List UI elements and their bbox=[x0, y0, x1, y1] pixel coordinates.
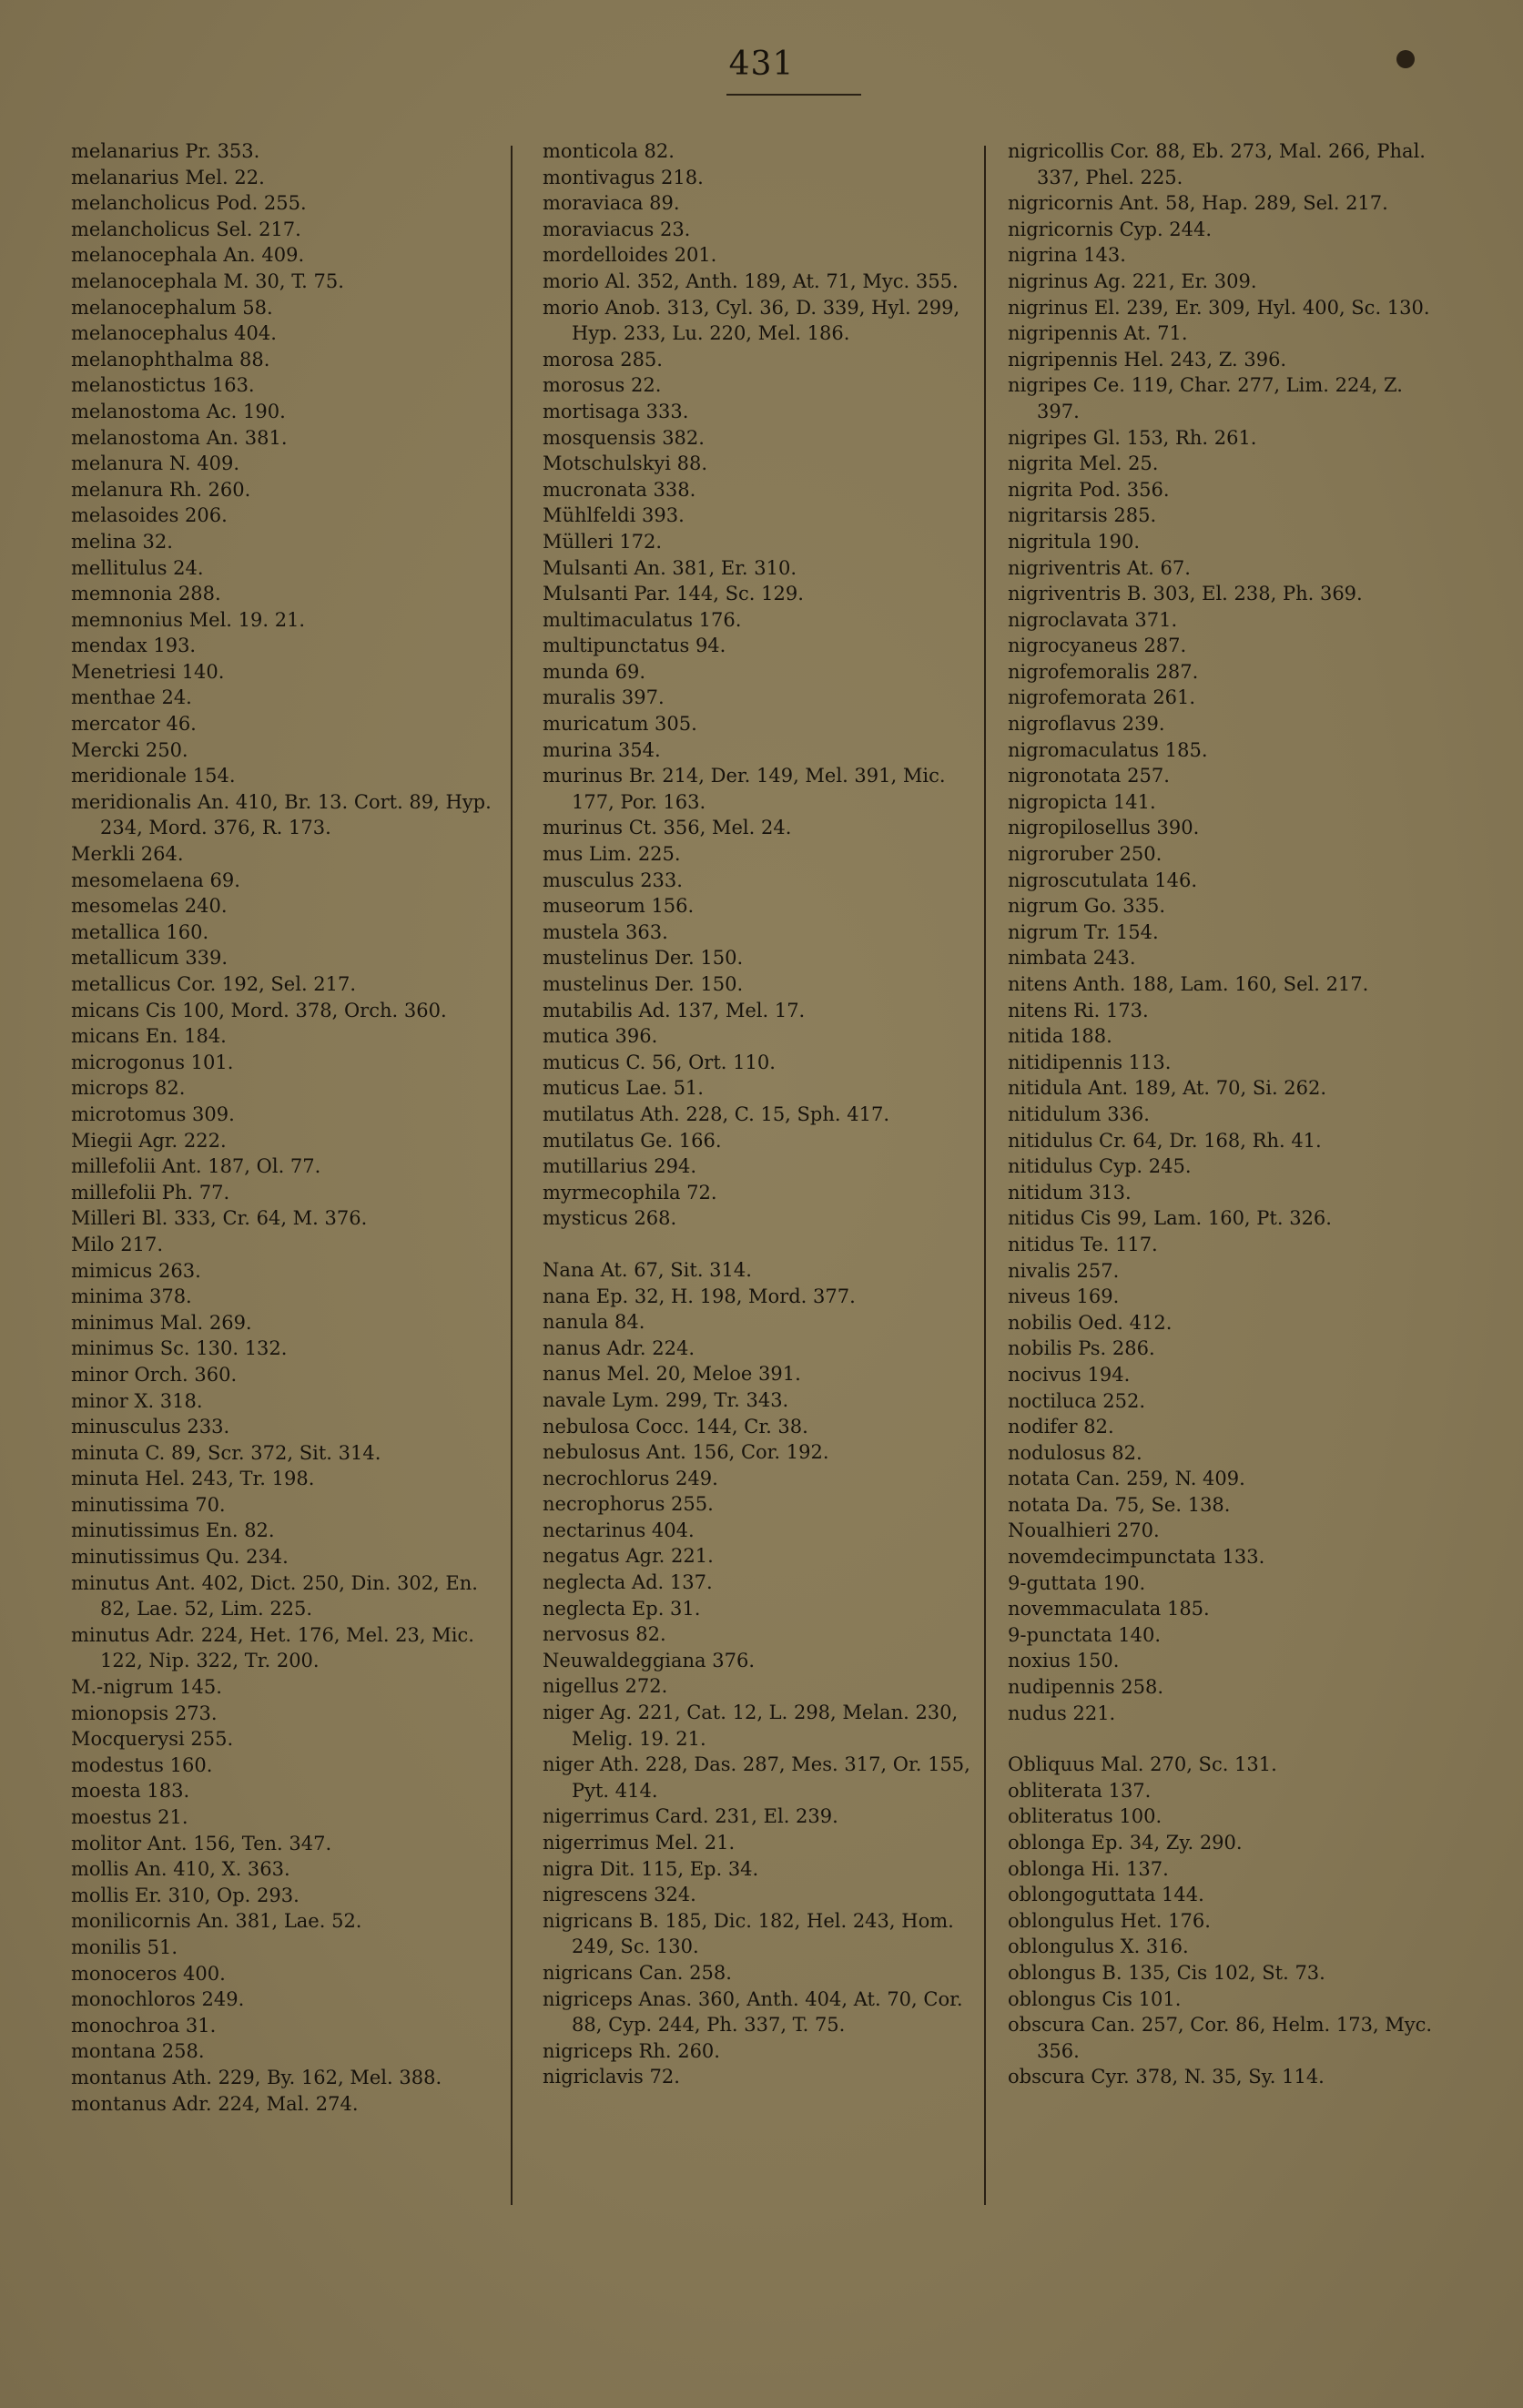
index-entry: muticus Lae. 51. bbox=[543, 1077, 704, 1100]
index-entry: nitidipennis 113. bbox=[1008, 1051, 1172, 1073]
index-entry: monilis 51. bbox=[71, 1936, 178, 1958]
index-entry: nigroflavus 239. bbox=[1008, 713, 1165, 736]
index-entry: nitidulum 336. bbox=[1008, 1102, 1150, 1125]
section-gap bbox=[1008, 1726, 1436, 1752]
index-entry: Mulsanti Par. 144, Sc. 129. bbox=[543, 583, 804, 605]
index-entry: nigripes Gl. 153, Rh. 261. bbox=[1008, 426, 1257, 449]
index-entry: mutabilis Ad. 137, Mel. 17. bbox=[543, 999, 806, 1021]
index-entry: microgonus 101. bbox=[71, 1051, 234, 1073]
section-gap bbox=[543, 1232, 970, 1257]
index-entry: nigripennis Hel. 243, Z. 396. bbox=[1008, 348, 1287, 371]
index-entry: modestus 160. bbox=[71, 1753, 213, 1776]
index-entry: mercator 46. bbox=[71, 713, 197, 736]
index-entry: nervosus 82. bbox=[543, 1623, 666, 1646]
index-entry: obscura Cyr. 378, N. 35, Sy. 114. bbox=[1008, 2066, 1325, 2088]
index-entry: nitidulus Cyp. 245. bbox=[1008, 1155, 1192, 1178]
index-entry: moraviaca 89. bbox=[543, 192, 680, 215]
index-entry: obliterata 137. bbox=[1008, 1779, 1152, 1802]
index-entry: nigrita Mel. 25. bbox=[1008, 452, 1159, 475]
index-entry: montanus Ath. 229, By. 162, Mel. 388. bbox=[71, 2066, 442, 2088]
index-entry: meridionale 154. bbox=[71, 765, 236, 787]
index-entry: microtomus 309. bbox=[71, 1102, 235, 1125]
index-entry: niger Ath. 228, Das. 287, Mes. 317, Or. 155, Pyt. 414. bbox=[543, 1753, 970, 1802]
index-entry: Milo 217. bbox=[71, 1233, 164, 1255]
index-entry: melanostoma An. 381. bbox=[71, 426, 288, 449]
index-entry: nigroruber 250. bbox=[1008, 843, 1163, 866]
index-entry: oblonga Hi. 137. bbox=[1008, 1857, 1169, 1880]
column-divider-2 bbox=[984, 146, 986, 2205]
ink-speck bbox=[1396, 50, 1415, 68]
index-entry: moraviacus 23. bbox=[543, 218, 691, 240]
index-entry: nigrita Pod. 356. bbox=[1008, 478, 1170, 501]
index-entry: muricatum 305. bbox=[543, 713, 697, 736]
index-entry: nigriceps Rh. 260. bbox=[543, 2039, 720, 2062]
index-entry: notata Can. 259, N. 409. bbox=[1008, 1468, 1245, 1490]
index-entry: munda 69. bbox=[543, 660, 645, 683]
index-entry: mutillarius 294. bbox=[543, 1155, 697, 1178]
index-entry: nimbata 243. bbox=[1008, 947, 1136, 970]
index-entry: morio Anob. 313, Cyl. 36, D. 339, Hyl. 299, Hyp. 233, Lu. 220, Mel. 186. bbox=[543, 296, 960, 345]
index-entry: mysticus 268. bbox=[543, 1207, 677, 1230]
index-entry: molitor Ant. 156, Ten. 347. bbox=[71, 1832, 332, 1854]
index-entry: multimaculatus 176. bbox=[543, 608, 742, 631]
index-entry: nitens Ri. 173. bbox=[1008, 999, 1149, 1021]
index-entry: mortisaga 333. bbox=[543, 400, 689, 422]
index-entry: morio Al. 352, Anth. 189, At. 71, Myc. 355. bbox=[543, 269, 959, 292]
index-entry: metallicus Cor. 192, Sel. 217. bbox=[71, 973, 357, 995]
index-entry: Nana At. 67, Sit. 314. bbox=[543, 1258, 752, 1281]
index-entry: nebulosus Ant. 156, Cor. 192. bbox=[543, 1441, 829, 1464]
index-entry: millefolii Ant. 187, Ol. 77. bbox=[71, 1155, 321, 1178]
index-entry: Neuwaldeggiana 376. bbox=[543, 1649, 756, 1671]
index-entry: nigrofemorata 261. bbox=[1008, 686, 1196, 709]
index-entry: 9-guttata 190. bbox=[1008, 1571, 1146, 1594]
index-entry: oblongus B. 135, Cis 102, St. 73. bbox=[1008, 1961, 1325, 1984]
index-entry: murinus Br. 214, Der. 149, Mel. 391, Mic. 177, Por. 163. bbox=[543, 765, 946, 813]
index-entry: nigrescens 324. bbox=[543, 1884, 696, 1906]
index-entry: nectarinus 404. bbox=[543, 1519, 695, 1541]
index-entry: melanophthalma 88. bbox=[71, 348, 270, 371]
index-entry: minor Orch. 360. bbox=[71, 1363, 238, 1386]
column-divider-1 bbox=[511, 146, 513, 2205]
index-entry: nudus 221. bbox=[1008, 1702, 1116, 1724]
index-entry: negatus Agr. 221. bbox=[543, 1545, 714, 1568]
index-entry: Mocquerysi 255. bbox=[71, 1728, 234, 1751]
index-entry: nigromaculatus 185. bbox=[1008, 738, 1208, 761]
index-entry: minuta C. 89, Scr. 372, Sit. 314. bbox=[71, 1441, 381, 1464]
index-entry: niveus 169. bbox=[1008, 1285, 1120, 1308]
index-entry: neglecta Ad. 137. bbox=[543, 1571, 713, 1594]
index-entry: nitens Anth. 188, Lam. 160, Sel. 217. bbox=[1008, 973, 1369, 995]
index-entry: mutilatus Ge. 166. bbox=[543, 1129, 722, 1152]
index-entry: micans Cis 100, Mord. 378, Orch. 360. bbox=[71, 999, 447, 1021]
index-entry: melanostictus 163. bbox=[71, 374, 255, 397]
index-entry: M.-nigrum 145. bbox=[71, 1676, 222, 1699]
index-entry: oblongulus Het. 176. bbox=[1008, 1909, 1211, 1932]
index-entry: Mulsanti An. 381, Er. 310. bbox=[543, 556, 797, 579]
index-entry: nigronotata 257. bbox=[1008, 765, 1170, 787]
index-entry: mutica 396. bbox=[543, 1025, 658, 1048]
index-entry: mordelloides 201. bbox=[543, 244, 717, 267]
index-entry: melanocephala M. 30, T. 75. bbox=[71, 269, 344, 292]
index-entry: mutilatus Ath. 228, C. 15, Sph. 417. bbox=[543, 1102, 889, 1125]
index-entry: nitidulus Cr. 64, Dr. 168, Rh. 41. bbox=[1008, 1129, 1322, 1152]
index-entry: metallica 160. bbox=[71, 920, 209, 943]
index-entry: minusculus 233. bbox=[71, 1416, 230, 1438]
index-entry: nitidum 313. bbox=[1008, 1181, 1132, 1204]
index-entry: micans En. 184. bbox=[71, 1025, 227, 1048]
index-entry: nitidula Ant. 189, At. 70, Si. 262. bbox=[1008, 1077, 1327, 1100]
index-entry: nodifer 82. bbox=[1008, 1416, 1114, 1438]
index-entry: nigellus 272. bbox=[543, 1675, 668, 1698]
index-entry: 9-punctata 140. bbox=[1008, 1623, 1162, 1646]
index-entry: mucronata 338. bbox=[543, 478, 696, 501]
index-entry: menthae 24. bbox=[71, 686, 192, 709]
index-entry: neglecta Ep. 31. bbox=[543, 1597, 701, 1620]
index-entry: nitidus Te. 117. bbox=[1008, 1233, 1158, 1255]
index-entry: minima 378. bbox=[71, 1285, 192, 1308]
index-entry: melasoides 206. bbox=[71, 504, 228, 527]
index-column-1 bbox=[71, 138, 499, 2351]
index-entry: museorum 156. bbox=[543, 895, 695, 918]
index-entry: nudipennis 258. bbox=[1008, 1676, 1164, 1699]
index-column-2 bbox=[543, 138, 970, 2351]
index-entry: nigrofemoralis 287. bbox=[1008, 660, 1199, 683]
index-entry: oblongoguttata 144. bbox=[1008, 1884, 1204, 1906]
index-entry: nigerrimus Card. 231, El. 239. bbox=[543, 1805, 838, 1828]
page-number-underline bbox=[726, 94, 861, 96]
index-entry: nigritarsis 285. bbox=[1008, 504, 1157, 527]
index-entry: morosus 22. bbox=[543, 374, 662, 397]
index-entry: mus Lim. 225. bbox=[543, 843, 681, 866]
index-entry: oblongus Cis 101. bbox=[1008, 1987, 1182, 2010]
index-entry: moesta 183. bbox=[71, 1780, 190, 1803]
index-entry: nobilis Oed. 412. bbox=[1008, 1311, 1173, 1334]
index-entry: mesomelas 240. bbox=[71, 895, 228, 918]
index-entry: Motschulskyi 88. bbox=[543, 452, 708, 475]
index-entry: obliteratus 100. bbox=[1008, 1805, 1163, 1828]
index-entry: mosquensis 382. bbox=[543, 426, 705, 449]
index-entry: melanocephalum 58. bbox=[71, 296, 273, 319]
index-entry: melina 32. bbox=[71, 530, 173, 553]
index-entry: mellitulus 24. bbox=[71, 556, 204, 579]
index-entry: metallicum 339. bbox=[71, 947, 228, 970]
index-entry: nitida 188. bbox=[1008, 1025, 1112, 1048]
index-entry: meridionalis An. 410, Br. 13. Cort. 89, Hyp. 234, Mord. 376, R. 173. bbox=[71, 790, 492, 839]
page-number: 431 bbox=[728, 46, 795, 83]
index-entry: mesomelaena 69. bbox=[71, 869, 240, 891]
index-entry: melanostoma Ac. 190. bbox=[71, 400, 286, 422]
index-entry: millefolii Ph. 77. bbox=[71, 1181, 230, 1204]
index-entry: niger Ag. 221, Cat. 12, L. 298, Melan. 230, Melig. 19. 21. bbox=[543, 1702, 959, 1750]
index-entry: minimus Mal. 269. bbox=[71, 1311, 252, 1334]
index-entry: nigripennis At. 71. bbox=[1008, 322, 1188, 345]
index-entry: musculus 233. bbox=[543, 869, 683, 891]
index-entry: nigerrimus Mel. 21. bbox=[543, 1832, 736, 1854]
index-entry: nigropicta 141. bbox=[1008, 790, 1156, 813]
index-entry: monochroa 31. bbox=[71, 2014, 217, 2037]
index-entry: montivagus 218. bbox=[543, 166, 704, 188]
index-entry: nigricollis Cor. 88, Eb. 273, Mal. 266, Phal. 337, Phel. 225. bbox=[1008, 140, 1426, 188]
index-entry: nigrinus Ag. 221, Er. 309. bbox=[1008, 269, 1257, 292]
index-entry: muticus C. 56, Ort. 110. bbox=[543, 1051, 776, 1073]
index-entry: melancholicus Pod. 255. bbox=[71, 192, 307, 215]
index-entry: montanus Adr. 224, Mal. 274. bbox=[71, 2092, 359, 2115]
index-entry: Obliquus Mal. 270, Sc. 131. bbox=[1008, 1753, 1277, 1776]
index-entry: notata Da. 75, Se. 138. bbox=[1008, 1493, 1231, 1516]
index-entry: nigriventris At. 67. bbox=[1008, 556, 1191, 579]
index-entry: nebulosa Cocc. 144, Cr. 38. bbox=[543, 1415, 808, 1438]
index-entry: minor X. 318. bbox=[71, 1389, 203, 1412]
index-column-3 bbox=[1008, 138, 1436, 2351]
index-entry: morosa 285. bbox=[543, 348, 663, 371]
index-entry: melancholicus Sel. 217. bbox=[71, 218, 301, 240]
index-entry: minuta Hel. 243, Tr. 198. bbox=[71, 1468, 315, 1490]
index-entry: Mercki 250. bbox=[71, 738, 188, 761]
index-entry: nobilis Ps. 286. bbox=[1008, 1337, 1155, 1360]
index-entry: melanarius Pr. 353. bbox=[71, 140, 260, 162]
index-entry: nigrocyaneus 287. bbox=[1008, 635, 1187, 657]
index-entry: mollis Er. 310, Op. 293. bbox=[71, 1884, 300, 1906]
index-entry: oblongulus X. 316. bbox=[1008, 1936, 1189, 1958]
index-entry: murinus Ct. 356, Mel. 24. bbox=[543, 817, 792, 839]
index-entry: novemdecimpunctata 133. bbox=[1008, 1546, 1265, 1569]
index-entry: nigritula 190. bbox=[1008, 530, 1141, 553]
index-entry: mustela 363. bbox=[543, 920, 668, 943]
index-entry: nodulosus 82. bbox=[1008, 1441, 1142, 1464]
index-entry: nigriventris B. 303, El. 238, Ph. 369. bbox=[1008, 583, 1363, 605]
index-entry: navale Lym. 299, Tr. 343. bbox=[543, 1388, 789, 1411]
index-entry: nanus Mel. 20, Meloe 391. bbox=[543, 1363, 801, 1386]
index-entry: nigrinus El. 239, Er. 309, Hyl. 400, Sc. 130. bbox=[1008, 296, 1430, 319]
index-entry: murina 354. bbox=[543, 738, 661, 761]
index-entry: microps 82. bbox=[71, 1077, 186, 1100]
index-entry: minutissima 70. bbox=[71, 1493, 226, 1516]
index-entry: nigricans Can. 258. bbox=[543, 1961, 732, 1984]
index-entry: monticola 82. bbox=[543, 140, 675, 162]
index-entry: memnonia 288. bbox=[71, 583, 221, 605]
index-entry: noctiluca 252. bbox=[1008, 1389, 1146, 1412]
index-entry: Mühlfeldi 393. bbox=[543, 504, 685, 527]
index-entry: mustelinus Der. 150. bbox=[543, 947, 744, 970]
index-entry: mustelinus Der. 150. bbox=[543, 973, 744, 995]
index-entry: multipunctatus 94. bbox=[543, 635, 726, 657]
index-entry: minutissimus Qu. 234. bbox=[71, 1546, 289, 1569]
index-entry: nigroclavata 371. bbox=[1008, 608, 1178, 631]
index-entry: nigropilosellus 390. bbox=[1008, 817, 1200, 839]
index-entry: nitidus Cis 99, Lam. 160, Pt. 326. bbox=[1008, 1207, 1332, 1230]
index-entry: obscura Can. 257, Cor. 86, Helm. 173, Myc. 356. bbox=[1008, 2014, 1433, 2062]
index-entry: nocivus 194. bbox=[1008, 1363, 1131, 1386]
index-entry: melanarius Mel. 22. bbox=[71, 166, 265, 188]
index-entry: Merkli 264. bbox=[71, 843, 184, 866]
index-entry: nanus Adr. 224. bbox=[543, 1336, 695, 1359]
index-entry: melanura Rh. 260. bbox=[71, 478, 251, 501]
index-entry: montana 258. bbox=[71, 2040, 205, 2063]
index-entry: nigra Dit. 115, Ep. 34. bbox=[543, 1857, 759, 1880]
index-entry: nanula 84. bbox=[543, 1311, 645, 1334]
index-entry: nigricans B. 185, Dic. 182, Hel. 243, Hom. 249, Sc. 130. bbox=[543, 1909, 954, 1958]
index-entry: mionopsis 273. bbox=[71, 1702, 218, 1724]
index-entry: nigripes Ce. 119, Char. 277, Lim. 224, Z. 397. bbox=[1008, 374, 1403, 422]
index-entry: nigrum Tr. 154. bbox=[1008, 920, 1159, 943]
index-entry: monilicornis An. 381, Lae. 52. bbox=[71, 1910, 362, 1933]
index-entry: monoceros 400. bbox=[71, 1962, 226, 1985]
index-entry: muralis 397. bbox=[543, 686, 665, 709]
index-entry: melanocephalus 404. bbox=[71, 322, 277, 345]
index-entry: oblonga Ep. 34, Zy. 290. bbox=[1008, 1832, 1243, 1854]
index-entry: nigrum Go. 335. bbox=[1008, 895, 1165, 918]
index-entry: mollis An. 410, X. 363. bbox=[71, 1858, 290, 1881]
index-entry: melanocephala An. 409. bbox=[71, 244, 305, 267]
index-entry: memnonius Mel. 19. 21. bbox=[71, 608, 306, 631]
index-entry: necrochlorus 249. bbox=[543, 1467, 718, 1489]
index-entry: Mülleri 172. bbox=[543, 530, 663, 553]
index-entry: nigroscutulata 146. bbox=[1008, 869, 1198, 891]
index-entry: melanura N. 409. bbox=[71, 452, 240, 475]
index-entry: nigriceps Anas. 360, Anth. 404, At. 70, Cor. 88, Cyp. 244, Ph. 337, T. 75. bbox=[543, 1987, 963, 2037]
index-entry: minutus Ant. 402, Dict. 250, Din. 302, En. 82, Lae. 52, Lim. 225. bbox=[71, 1571, 478, 1621]
index-entry: myrmecophila 72. bbox=[543, 1181, 717, 1204]
index-entry: mimicus 263. bbox=[71, 1259, 201, 1282]
index-entry: nivalis 257. bbox=[1008, 1259, 1120, 1282]
index-entry: nigrina 143. bbox=[1008, 244, 1126, 267]
index-entry: mendax 193. bbox=[71, 635, 197, 657]
index-entry: Milleri Bl. 333, Cr. 64, M. 376. bbox=[71, 1207, 368, 1230]
index-entry: nana Ep. 32, H. 198, Mord. 377. bbox=[543, 1285, 856, 1307]
index-entry: noxius 150. bbox=[1008, 1650, 1120, 1672]
index-entry: nigriclavis 72. bbox=[543, 2066, 680, 2088]
index-entry: nigricornis Cyp. 244. bbox=[1008, 218, 1213, 240]
index-entry: nigricornis Ant. 58, Hap. 289, Sel. 217. bbox=[1008, 192, 1388, 215]
index-entry: minutissimus En. 82. bbox=[71, 1519, 275, 1542]
index-entry: minimus Sc. 130. 132. bbox=[71, 1337, 288, 1360]
index-entry: monochloros 249. bbox=[71, 1988, 245, 2011]
index-entry: necrophorus 255. bbox=[543, 1493, 714, 1516]
index-entry: minutus Adr. 224, Het. 176, Mel. 23, Mic. 122, Nip. 322, Tr. 200. bbox=[71, 1623, 474, 1672]
index-entry: Noualhieri 270. bbox=[1008, 1519, 1160, 1542]
index-entry: Menetriesi 140. bbox=[71, 660, 225, 683]
index-entry: Miegii Agr. 222. bbox=[71, 1129, 227, 1152]
index-entry: moestus 21. bbox=[71, 1806, 188, 1828]
index-entry: novemmaculata 185. bbox=[1008, 1598, 1210, 1621]
